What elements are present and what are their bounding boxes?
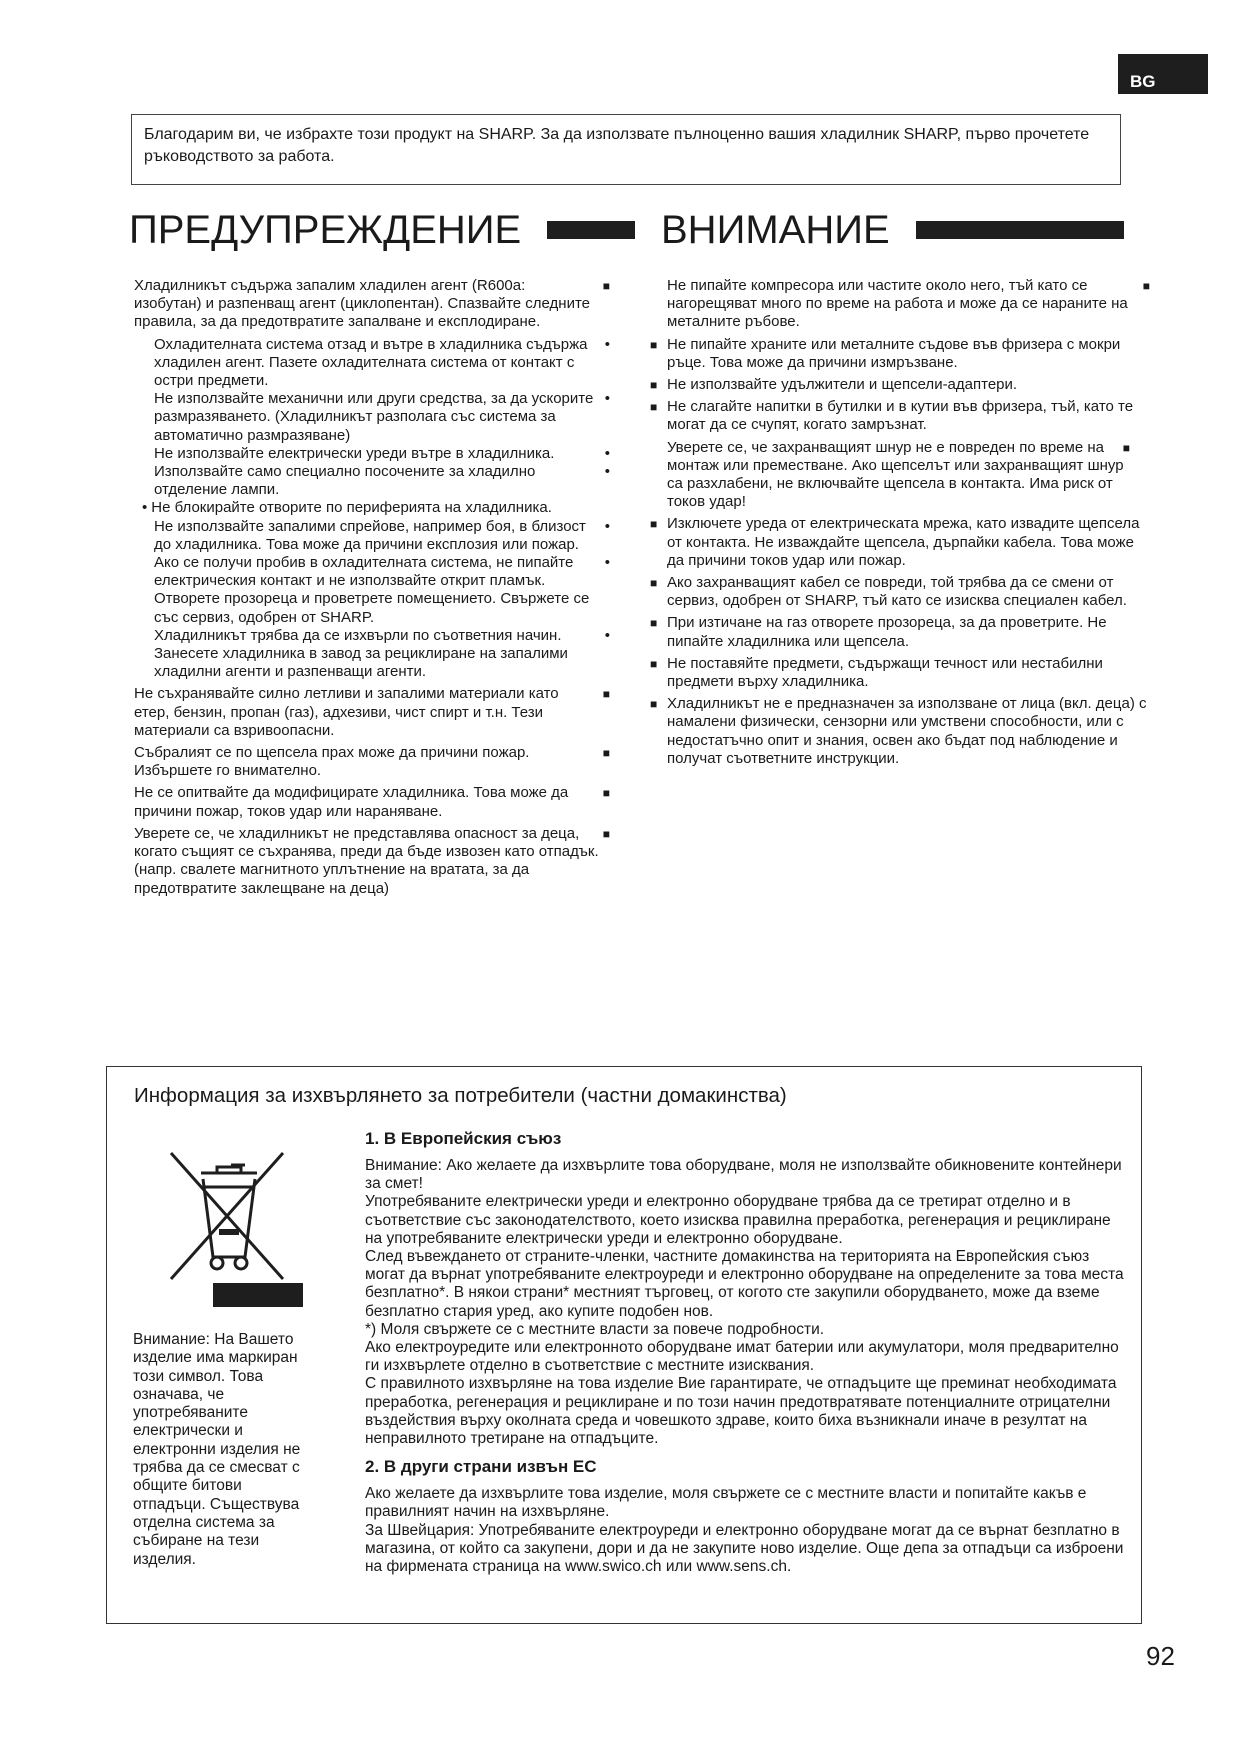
bullet-square-icon: ■ — [650, 697, 658, 712]
bullet-square-icon: ■ — [602, 786, 610, 801]
warning-heading — [129, 206, 635, 254]
list-item: ■ Уверете се, че захранващият шнур не е повреден по време на монтаж или преместване. Ако щепселът или захранващият шнур са разхлабени, не включвайте щепсела в контакта. Има риск от токов удар! — [667, 438, 1130, 511]
bullet-square-icon: ■ — [602, 687, 610, 702]
list-item: • Не използвайте електрически уреди вътре в хладилника. — [154, 444, 610, 462]
list-item: ■ Не пипайте храните или металните съдове във фризера с мокри ръце. Това може да причини измръзване. — [650, 335, 1121, 371]
paragraph: Ако желаете да изхвърлите това изделие, моля свържете се с местните власти и попитайте какъв е правилният начин на изхвърляне. — [365, 1485, 1087, 1521]
list-item: ■ Не слагайте напитки в бутилки и в кутии във фризера, тъй, като те могат да се счупят, когато замръзнат. — [650, 398, 1134, 434]
list-item: • Хладилникът трябва да се изхвърли по съответния начин. Занесете хладилника в завод за рециклиране на запалими хладилни агенти и разпенващи агенти. — [154, 626, 610, 681]
list-item: ■ Не използвайте удължители и щепсели-адаптери. — [650, 376, 1018, 394]
page-number: 92 — [1146, 1641, 1175, 1671]
paragraph: С правилното изхвърляне на това изделие Вие гарантирате, че отпадъците ще преминат необходимата преработка, регенерация и рециклиране и по този начин предотвратявате потенциалните отрицателни въздействия върху околната среда и човешкото здраве, които биха възникнали иначе в резултат на неправилното третиране на отпадъците. — [365, 1375, 1117, 1448]
disposal-title: Информация за изхвърлянето за потребители (частни домакинства) — [134, 1084, 787, 1107]
bin-symbol-bar — [213, 1283, 303, 1307]
list-item: • Не блокирайте отворите по периферията на хладилника. — [142, 499, 552, 517]
list-item: • Ако се получи пробив в охладителната система, не пипайте електрическия контакт и не използвайте открит пламък. Отворете прозореца и проветрете помещението. Свържете се със сервиз, одобрен от SHARP. — [154, 554, 610, 626]
list-item: ■ Уверете се, че хладилникът не представлява опасност за деца, когато същият се съхранява, преди да бъде извозен като отпадък. (напр. свалете магнитното уплътнение на вратата, за да предотвратите заклещване на деца) — [134, 824, 610, 897]
list-item: • Не използвайте механични или други средства, за да ускорите размразяването. (Хладилникът разполага със система за автоматично размразяване) — [154, 390, 610, 444]
caution-title: ВНИМАНИЕ — [661, 208, 890, 252]
disposal-info-box — [106, 1066, 1142, 1624]
bullet-dot-icon: • — [604, 463, 610, 481]
bullet-square-icon: ■ — [650, 616, 658, 631]
list-item: • Охладителната система отзад и вътре в хладилника съдържа хладилен агент. Пазете охладителната система от контакт с остри предмети. — [154, 335, 610, 390]
bullet-dot-icon: • — [604, 390, 610, 408]
language-tab: BG — [1118, 54, 1208, 94]
list-item: ■ Не поставяйте предмети, съдържащи течност или нестабилни предмети върху хладилника. — [650, 654, 1103, 691]
list-item: ■ Изключете уреда от електрическата мрежа, като извадите щепсела от контакта. Не изваждайте щепсела, дърпайки кабела. Това може да причини токов удар или пожар. — [650, 515, 1140, 569]
other-countries-heading: 2. В други страни извън ЕС — [365, 1457, 597, 1477]
list-item: ■ Не съхранявайте силно летливи и запалими материали като етер, бензин, пропан (газ), адхезиви, чист спирт и т.н. Тези материали са взривоопасни. — [134, 685, 610, 739]
warning-title: ПРЕДУПРЕЖДЕНИЕ — [129, 208, 522, 252]
list-item: ■ Не се опитвайте да модифицирате хладилника. Това може да причини пожар, токов удар или нараняване. — [134, 784, 610, 820]
list-item: ■ Не пипайте компресора или частите около него, тъй като се нагорещяват много по време на работа и може да се нараните на металните ръбове. — [667, 277, 1150, 331]
bullet-dot-icon: • — [604, 335, 610, 353]
bullet-square-icon: ■ — [650, 400, 658, 415]
paragraph: След въвеждането от страните-членки, частните домакинства на територията на Европейския съюз могат да върнат употребяваните електроуреди и електронно оборудване на определените за това места безплатно*. В някои страни* местният търговец, от когото сте закупили оборудването, може да вземе безплатно стария уред, ако купите подобен нов. — [365, 1248, 1124, 1320]
caution-column — [650, 277, 1150, 772]
bullet-dot-icon: • — [604, 517, 610, 535]
list-item: ■ Ако захранващият кабел се повреди, той трябва да се смени от сервиз, одобрен от SHARP, тъй като се изисква специален кабел. — [650, 574, 1127, 610]
bullet-square-icon: ■ — [650, 656, 658, 671]
list-item: ■ Хладилникът не е предназначен за използване от лица (вкл. деца) с намалени физически, сензорни или умствени способности, или с недостатъчно опит и знания, освен ако бъдат под наблюдение и получат съответните инструкции. — [650, 695, 1147, 767]
warning-column — [134, 277, 610, 902]
bullet-square-icon: ■ — [1142, 279, 1150, 293]
list-item: ■ Събралият се по щепсела прах може да причини пожар. Избършете го внимателно. — [134, 744, 610, 780]
bullet-square-icon: ■ — [602, 279, 610, 293]
eu-heading: 1. В Европейския съюз — [365, 1129, 562, 1148]
paragraph: За Швейцария: Употребяваните електроуреди и електронно оборудване могат да се върнат безплатно в магазина, от който са закупени, дори и да не закупите ново изделие. Още депа за отпадъци са изброени на фирмената страница на www.swico.ch или www.sens.ch. — [365, 1521, 1124, 1576]
bullet-dot-icon: • — [604, 626, 610, 644]
paragraph: Ако електроуредите или електронното оборудване имат батерии или акумулатори, моля предварително ги изхвърлете отделно в съответствие с местните изисквания. — [365, 1339, 1119, 1375]
paragraph: *) Моля свържете се с местните власти за повече подробности. — [365, 1320, 825, 1338]
caution-heading — [661, 206, 1124, 254]
bullet-square-icon: ■ — [650, 576, 658, 591]
disposal-note: Внимание: На Вашето изделие има маркиран този символ. Това означава, че употребяваните електрически и електронни изделия не трябва да се смесват с общите битови отпадъци. Съществува отделна система за събиране на тези изделия. — [133, 1331, 301, 1568]
bullet-square-icon: ■ — [650, 337, 658, 352]
bullet-square-icon: ■ — [602, 746, 610, 761]
list-item: • Не използвайте запалими спрейове, например боя, в близост до хладилника. Това може да причини експлозия или пожар. — [154, 517, 610, 553]
bullet-square-icon: ■ — [650, 517, 658, 532]
warning-title-bar — [547, 221, 635, 239]
bullet-dot-icon: • — [604, 444, 610, 462]
warning-sub-list — [134, 336, 610, 682]
caution-title-bar — [916, 221, 1124, 239]
intro-box: Благодарим ви, че избрахте този продукт на SHARP. За да използвате пълноценно вашия хладилник SHARP, първо прочетете ръководството за работа. — [131, 114, 1121, 185]
list-item: ■ При изтичане на газ отворете прозореца, за да проветрите. Не пипайте хладилника или щепсела. — [650, 614, 1107, 650]
bullet-dot-icon: • — [604, 554, 610, 572]
warning-intro: ■ Хладилникът съдържа запалим хладилен агент (R600a: изобутан) и разпенващ агент (циклопентан). Спазвайте следните правила, за да предотвратите запалване и експлодиране. — [134, 277, 610, 331]
bullet-square-icon: ■ — [1122, 440, 1130, 455]
paragraph: Употребяваните електрически уреди и електронно оборудване трябва да се третират отделно и в съответствие със законодателството, което изисква правилна преработка, регенерация и рециклиране на употребяваните електрически уреди и електронно оборудване. — [365, 1193, 1111, 1247]
paragraph: Внимание: Ако желаете да изхвърлите това оборудване, моля не използвайте обикновените контейнери за смет! — [365, 1157, 1122, 1193]
disposal-text — [365, 1129, 1125, 1576]
bullet-dot-icon: • — [142, 499, 148, 517]
list-item: • Използвайте само специално посочените за хладилно отделение лампи. — [154, 463, 610, 499]
bullet-square-icon: ■ — [650, 378, 658, 393]
bullet-square-icon: ■ — [602, 826, 610, 841]
